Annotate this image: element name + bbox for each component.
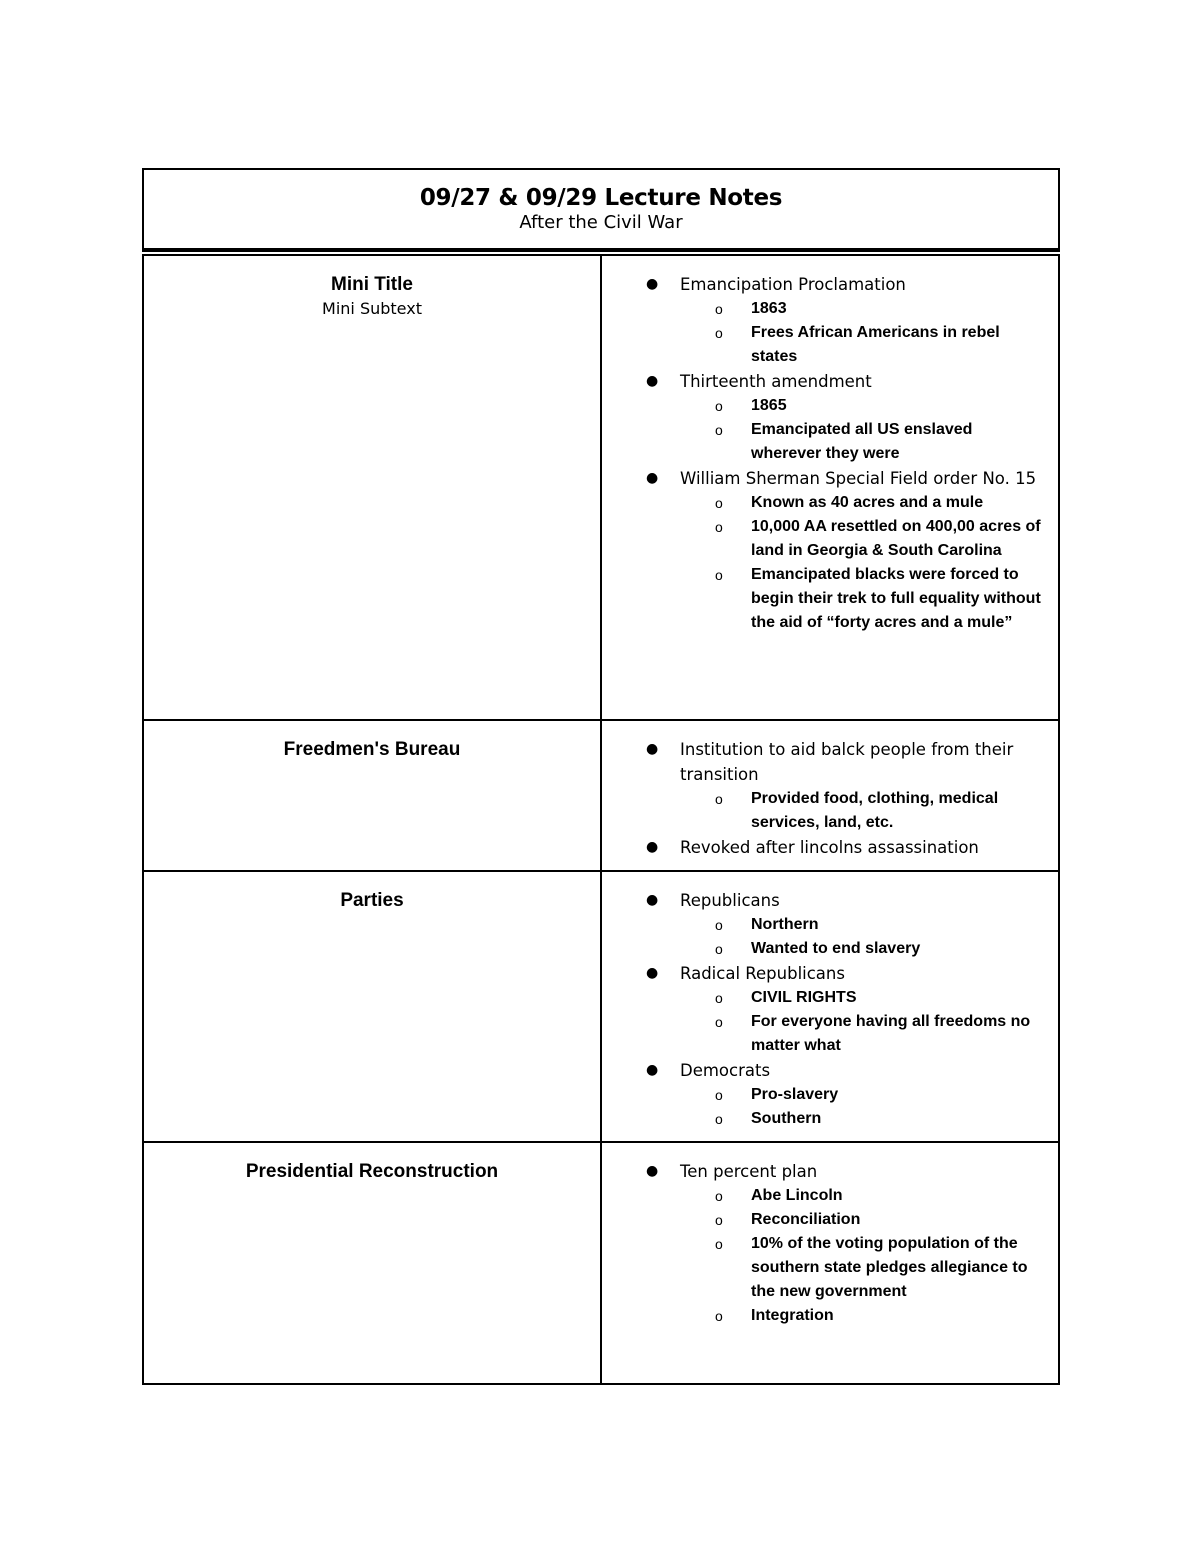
circle-bullet-icon: o [715, 791, 723, 807]
sub-bullet-text: CIVIL RIGHTS [751, 989, 857, 1006]
sub-bullet-item [715, 1184, 1044, 1208]
sub-bullet-text: Pro-slavery [751, 1086, 839, 1103]
circle-bullet-icon: o [715, 917, 723, 933]
bullet-item [646, 1159, 1044, 1328]
bullet-item [646, 835, 1044, 860]
sub-bullet-text: Known as 40 acres and a mule [751, 494, 984, 511]
sub-bullet-text: 10,000 AA resettled on 400,00 acres of land in Georgia & South Carolina [751, 518, 1041, 559]
bullet-dot-icon: ● [646, 470, 659, 486]
bullet-item [646, 272, 1044, 369]
sub-bullet-item [715, 1208, 1044, 1232]
notes-row [143, 871, 1059, 1142]
bullet-item [646, 1058, 1044, 1131]
sub-bullet-item [715, 563, 1044, 635]
circle-bullet-icon: o [715, 941, 723, 957]
row-title: Mini Title [331, 274, 413, 295]
circle-bullet-icon: o [715, 1308, 723, 1324]
notes-header [142, 168, 1060, 250]
bullet-text: Republicans [680, 891, 780, 910]
sub-bullet-item [715, 937, 1044, 961]
bullet-text: Revoked after lincolns assassination [680, 838, 979, 857]
sub-bullet-item [715, 418, 1044, 466]
sub-bullet-item [715, 394, 1044, 418]
sub-bullet-text: Emancipated all US enslaved wherever they were [751, 421, 973, 462]
sub-bullet-text: Emancipated blacks were forced to begin their trek to full equality without the aid of “forty acres and a mule” [751, 566, 1041, 631]
circle-bullet-icon: o [715, 1087, 723, 1103]
circle-bullet-icon: o [715, 1212, 723, 1228]
sub-bullet-item [715, 321, 1044, 369]
sub-bullet-text: 1865 [751, 397, 787, 414]
circle-bullet-icon: o [715, 1111, 723, 1127]
bullet-item [646, 369, 1044, 466]
bullet-list [602, 737, 1044, 860]
sub-bullet-text: For everyone having all freedoms no matter what [751, 1013, 1031, 1054]
sub-bullet-item [715, 787, 1044, 835]
bullet-text: Democrats [680, 1061, 771, 1080]
circle-bullet-icon: o [715, 301, 723, 317]
sub-bullet-item [715, 515, 1044, 563]
sub-bullet-text: Reconciliation [751, 1211, 861, 1228]
bullet-dot-icon: ● [646, 892, 659, 908]
sub-bullet-item [715, 297, 1044, 321]
bullet-list [602, 272, 1044, 635]
circle-bullet-icon: o [715, 422, 723, 438]
row-notes-cell [601, 871, 1059, 1142]
bullet-dot-icon: ● [646, 965, 659, 981]
bullet-text: Institution to aid balck people from their transition [680, 740, 1014, 784]
bullet-item [646, 737, 1044, 835]
bullet-text: Emancipation Proclamation [680, 275, 906, 294]
sub-bullet-text: Northern [751, 916, 819, 933]
sub-bullet-item [715, 1083, 1044, 1107]
bullet-dot-icon: ● [646, 276, 659, 292]
sub-bullet-text: Integration [751, 1307, 834, 1324]
sub-bullet-list [680, 986, 1044, 1058]
bullet-dot-icon: ● [646, 839, 659, 855]
sub-bullet-item [715, 986, 1044, 1010]
page-title: 09/27 & 09/29 Lecture Notes [419, 185, 783, 211]
sub-bullet-item [715, 1010, 1044, 1058]
bullet-dot-icon: ● [646, 741, 659, 757]
bullet-text: Radical Republicans [680, 964, 845, 983]
notes-row [143, 720, 1059, 871]
sub-bullet-text: Abe Lincoln [751, 1187, 843, 1204]
sub-bullet-item [715, 1232, 1044, 1304]
bullet-dot-icon: ● [646, 1163, 659, 1179]
notes-table [142, 254, 1060, 1385]
bullet-text: William Sherman Special Field order No. 15 [680, 469, 1037, 488]
sub-bullet-list [680, 787, 1044, 835]
row-title: Freedmen's Bureau [283, 739, 461, 760]
row-notes-cell [601, 255, 1059, 720]
sub-bullet-item [715, 1304, 1044, 1328]
sub-bullet-text: Provided food, clothing, medical services, land, etc. [751, 790, 999, 831]
sub-bullet-text: 10% of the voting population of the southern state pledges allegiance to the new government [751, 1235, 1028, 1300]
sub-bullet-item [715, 491, 1044, 515]
bullet-text: Thirteenth amendment [680, 372, 872, 391]
sub-bullet-list [680, 394, 1044, 466]
notes-row [143, 1142, 1059, 1384]
sub-bullet-text: 1863 [751, 300, 787, 317]
page-subtitle: After the Civil War [519, 212, 683, 233]
sub-bullet-item [715, 1107, 1044, 1131]
sub-bullet-text: Wanted to end slavery [751, 940, 921, 957]
row-title: Presidential Reconstruction [245, 1161, 499, 1182]
circle-bullet-icon: o [715, 325, 723, 341]
bullet-item [646, 961, 1044, 1058]
circle-bullet-icon: o [715, 567, 723, 583]
sub-bullet-text: Frees African Americans in rebel states [751, 324, 1000, 365]
notes-row [143, 255, 1059, 720]
row-title: Parties [340, 890, 404, 911]
bullet-dot-icon: ● [646, 373, 659, 389]
circle-bullet-icon: o [715, 1014, 723, 1030]
circle-bullet-icon: o [715, 1236, 723, 1252]
sub-bullet-text: Southern [751, 1110, 822, 1127]
sub-bullet-list [680, 1083, 1044, 1131]
circle-bullet-icon: o [715, 398, 723, 414]
bullet-dot-icon: ● [646, 1062, 659, 1078]
sub-bullet-list [680, 297, 1044, 369]
bullet-text: Ten percent plan [680, 1162, 818, 1181]
circle-bullet-icon: o [715, 1188, 723, 1204]
sub-bullet-item [715, 913, 1044, 937]
bullet-item [646, 466, 1044, 635]
circle-bullet-icon: o [715, 519, 723, 535]
bullet-list [602, 888, 1044, 1131]
row-notes-cell [601, 1142, 1059, 1384]
row-subtitle: Mini Subtext [322, 299, 422, 318]
sub-bullet-list [680, 913, 1044, 961]
circle-bullet-icon: o [715, 495, 723, 511]
row-heading-cell [143, 1142, 601, 1384]
row-heading-cell [143, 720, 601, 871]
row-heading-cell [143, 255, 601, 720]
circle-bullet-icon: o [715, 990, 723, 1006]
sub-bullet-list [680, 1184, 1044, 1328]
sub-bullet-list [680, 491, 1044, 635]
row-notes-cell [601, 720, 1059, 871]
row-heading-cell [143, 871, 601, 1142]
bullet-item [646, 888, 1044, 961]
bullet-list [602, 1159, 1044, 1328]
